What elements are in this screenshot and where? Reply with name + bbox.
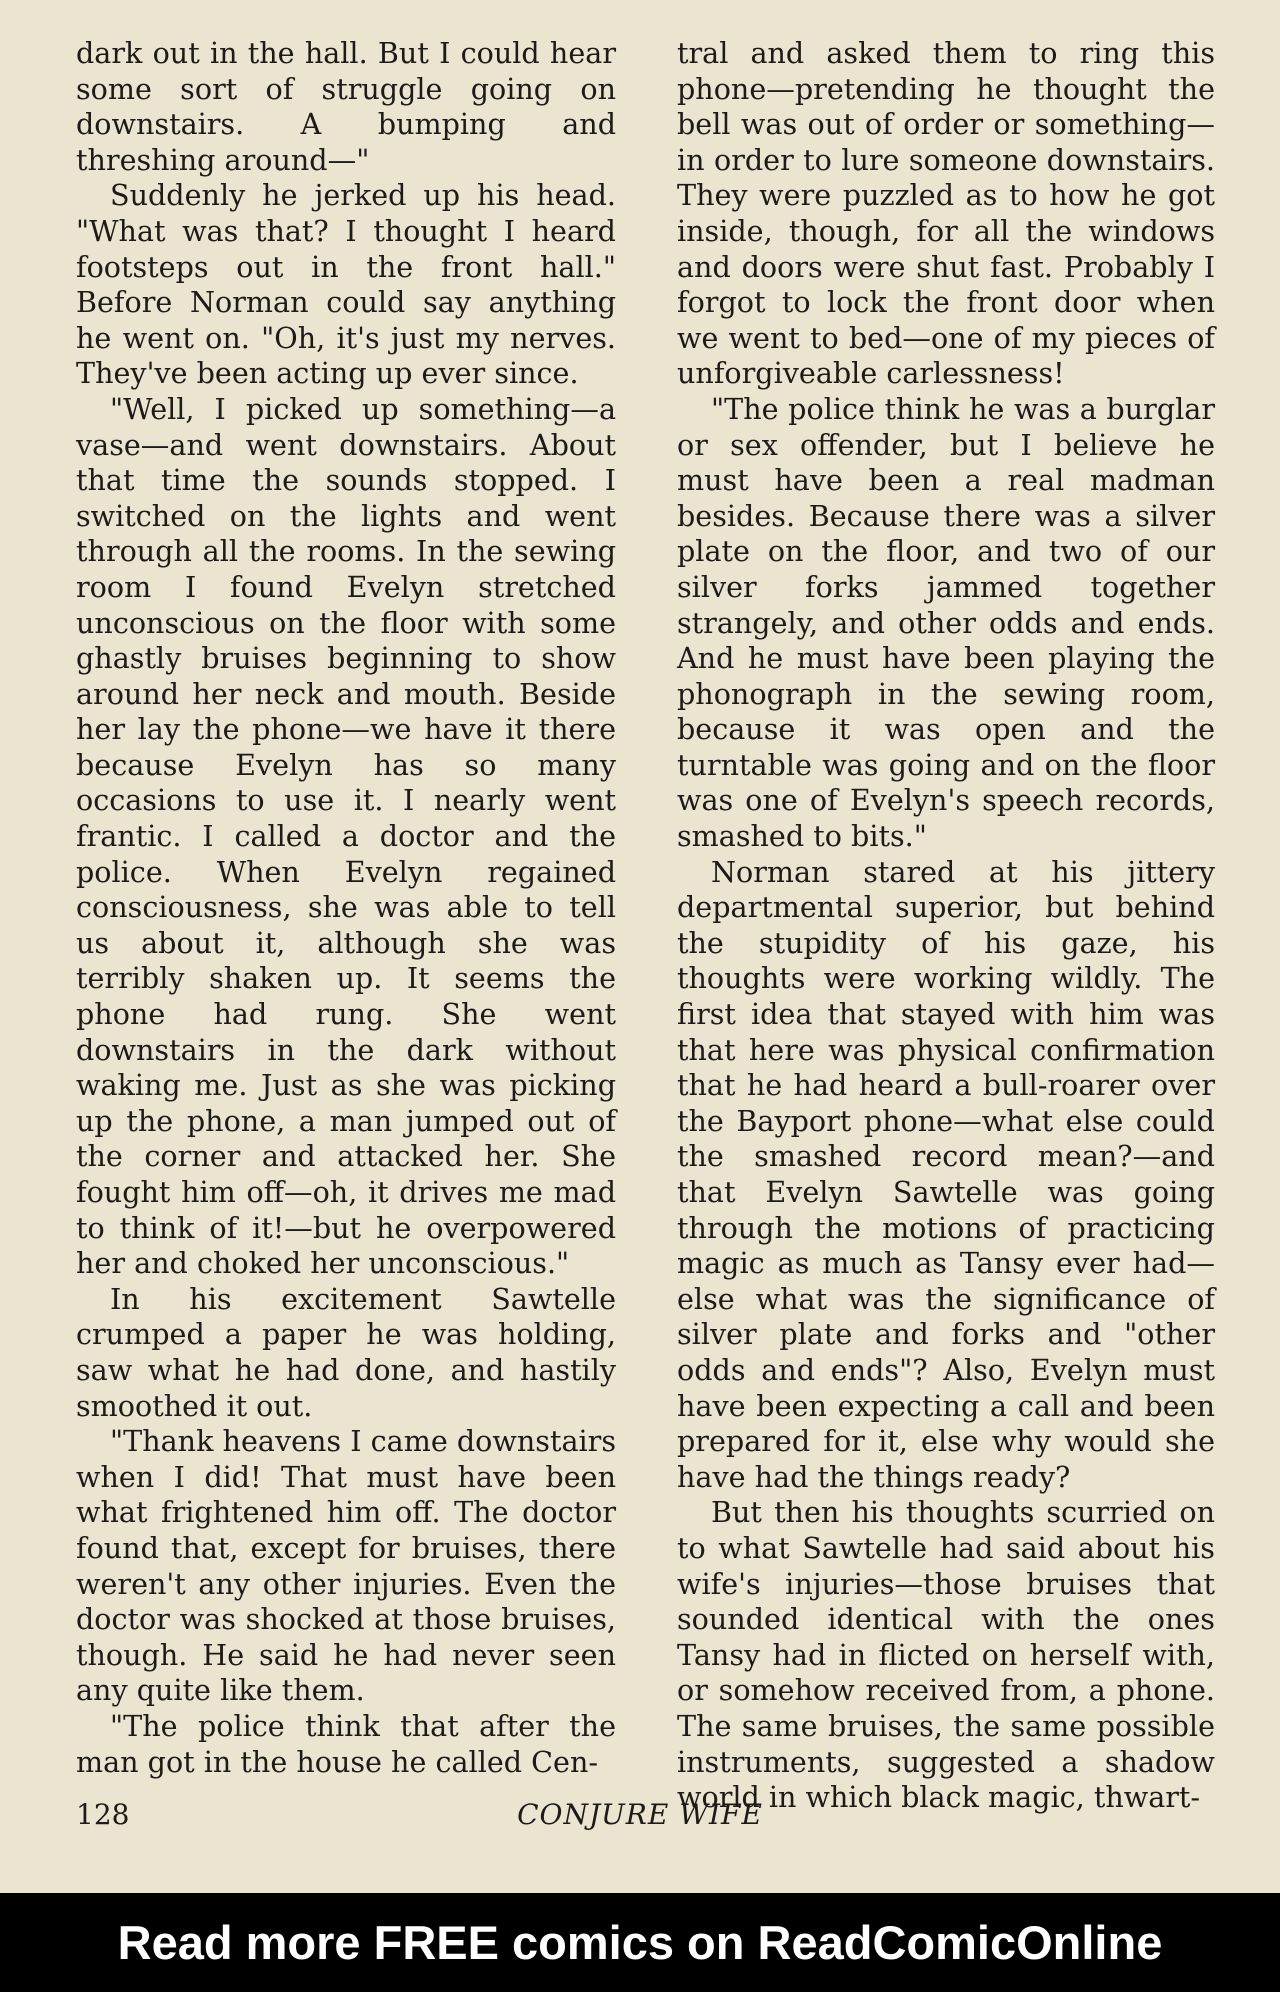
paragraph: "The police think that after the man got in the house he called Cen- <box>76 1708 616 1779</box>
paragraph: Norman stared at his jittery departmental superior, but behind the stupidity of his gaze, his thoughts were working wildly. The first idea that stayed with him was that here was physical confirmation that he had heard a bull-roarer over the Bayport phone—what else could the smashed record mean?—and that Evelyn Sawtelle was going through the motions of practicing magic as much as Tansy ever had—else what was the significance of silver plate and forks and "other odds and ends"? Also, Evelyn must have been expecting a call and been prepared for it, else why would she have had the things ready? <box>677 854 1215 1494</box>
promo-banner[interactable] <box>0 1893 1280 1992</box>
promo-banner-text[interactable]: Read more FREE comics on ReadComicOnline <box>117 1916 1163 1969</box>
paragraph: In his excitement Sawtelle crumped a paper he was holding, saw what he had done, and hastily smoothed it out. <box>76 1281 616 1423</box>
paragraph: "Well, I picked up something—a vase—and went downstairs. About that time the sounds stopped. I switched on the lights and went through all the rooms. In the sewing room I found Evelyn stretched unconscious on the floor with some ghastly bruises beginning to show around her neck and mouth. Beside her lay the phone—we have it there because Evelyn has so many occasions to use it. I nearly went frantic. I called a doctor and the police. When Evelyn regained consciousness, she was able to tell us about it, although she was terribly shaken up. It seems the phone had rung. She went downstairs in the dark without waking me. Just as she was picking up the phone, a man jumped out of the corner and attacked her. She fought him off—oh, it drives me mad to think of it!—but he overpowered her and choked her unconscious." <box>76 391 616 1281</box>
running-title: CONJURE WIFE <box>517 1798 763 1831</box>
page-number: 128 <box>76 1798 130 1831</box>
paragraph: Suddenly he jerked up his head. "What was that? I thought I heard footsteps out in the front hall." Before Norman could say anything he went on. "Oh, it's just my nerves. They've been acting up ever since. <box>76 178 616 391</box>
left-column <box>76 36 616 1780</box>
paragraph: dark out in the hall. But I could hear some sort of struggle going on downstairs. A bumping and threshing around—" <box>76 36 616 177</box>
right-column <box>677 36 1215 1816</box>
paragraph: "Thank heavens I came downstairs when I did! That must have been what frightened him off. The doctor found that, except for bruises, there weren't any other injuries. Even the doctor was shocked at those bruises, though. He said he had never seen any quite like them. <box>76 1424 616 1708</box>
paragraph: But then his thoughts scurried on to what Sawtelle had said about his wife's injuries—those bruises that sounded identical with the ones Tansy had in flicted on herself with, or somehow received from, a phone. The same bruises, the same possible instruments, suggested a shadow world in which black magic, thwart- <box>677 1495 1215 1815</box>
paragraph: tral and asked them to ring this phone—pretending he thought the bell was out of order or something—in order to lure someone downstairs. They were puzzled as to how he got inside, though, for all the windows and doors were shut fast. Probably I forgot to lock the front door when we went to bed—one of my pieces of unforgiveable carlessness! <box>677 36 1215 391</box>
paragraph: "The police think he was a burglar or sex offender, but I believe he must have been a real madman besides. Because there was a silver plate on the floor, and two of our silver forks jammed together strangely, and other odds and ends. And he must have been playing the phonograph in the sewing room, because it was open and the turntable was going and on the floor was one of Evelyn's speech records, smashed to bits." <box>677 391 1215 854</box>
